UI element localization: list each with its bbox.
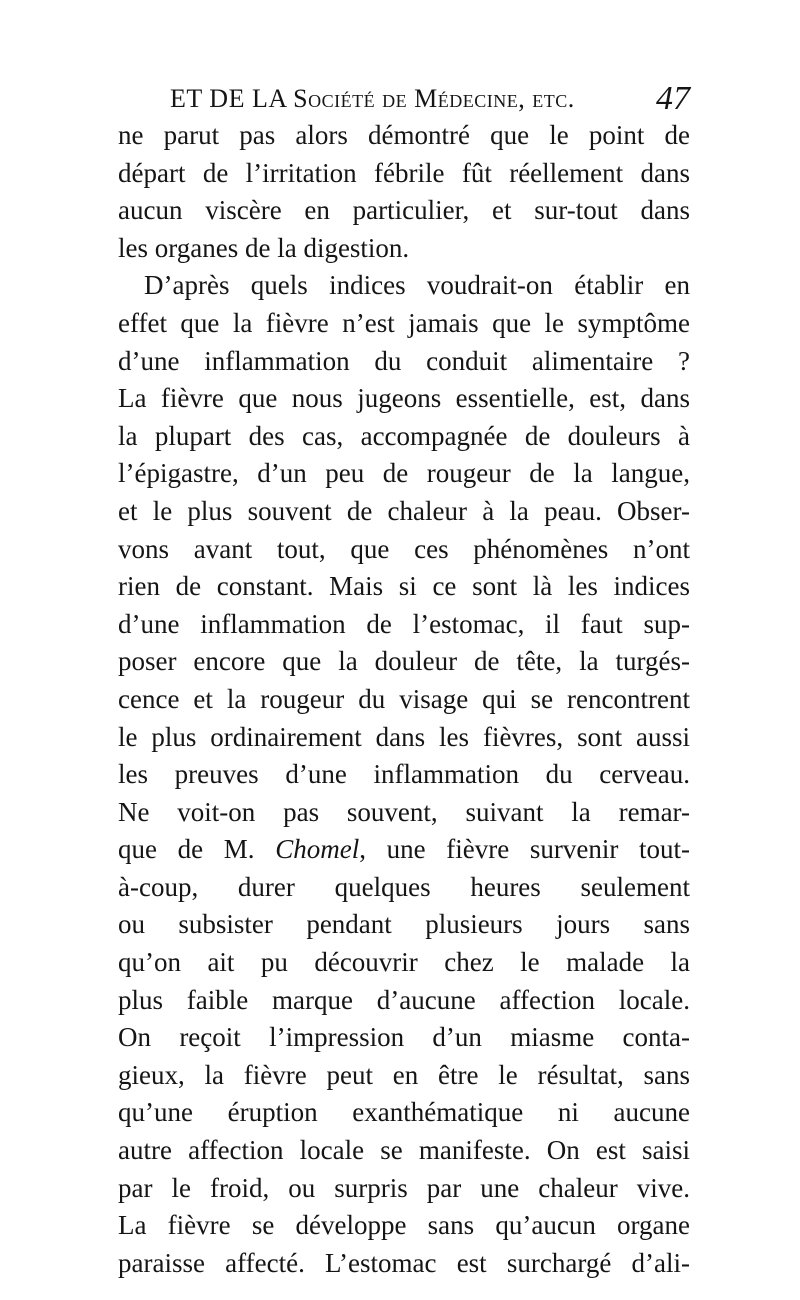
text-line — [118, 1245, 690, 1283]
text-line-content: rien de constant. Mais si ce sont là les indices — [118, 571, 690, 602]
italic-name: Chomel — [275, 834, 360, 865]
body-text — [118, 117, 690, 1282]
text-line — [118, 380, 690, 418]
text-line — [118, 1094, 690, 1132]
text-line-content: départ de l’irritation fébrile fût réellement dans — [118, 157, 690, 188]
text-line — [118, 455, 690, 493]
text-line — [118, 343, 690, 381]
text-line-content: ou subsister pendant plusieurs jours sans — [118, 909, 690, 940]
text-line-content: et le plus souvent de chaleur à la peau. Obser- — [118, 495, 690, 526]
text-line-content: autre affection locale se manifeste. On est saisi — [118, 1135, 690, 1166]
text-line — [118, 794, 690, 832]
text-line-continuation: , une fièvre survenir tout- — [359, 834, 690, 865]
text-line-content: Ne voit-on pas souvent, suivant la remar- — [118, 796, 690, 827]
text-line-content: cence et la rougeur du visage qui se rencontrent — [118, 683, 690, 714]
text-line-content: par le froid, ou surpris par une chaleur vive. — [118, 1172, 690, 1203]
text-line-content: vons avant tout, que ces phénomènes n’ont — [118, 533, 690, 564]
text-line — [118, 1057, 690, 1095]
text-line-content: d’une inflammation du conduit alimentaire ? — [118, 345, 690, 376]
text-line-content: poser encore que la douleur de tête, la turgés- — [118, 646, 690, 677]
text-line-content: qu’on ait pu découvrir chez le malade la — [118, 947, 690, 978]
text-line-content: le plus ordinairement dans les fièvres, sont aussi — [118, 721, 690, 752]
text-line — [118, 606, 690, 644]
text-line — [118, 305, 690, 343]
page-number: 47 — [656, 80, 690, 117]
text-line-content: plus faible marque d’aucune affection locale. — [118, 984, 690, 1015]
text-line — [118, 982, 690, 1020]
text-line — [118, 1132, 690, 1170]
text-line-content: La fièvre se développe sans qu’aucun organe — [118, 1210, 690, 1241]
text-line — [118, 1170, 690, 1208]
text-line-content: La fièvre que nous jugeons essentielle, est, dans — [118, 383, 690, 414]
text-line-content: qu’une éruption exanthématique ni aucune — [118, 1097, 690, 1128]
text-line-content: que de M. — [118, 834, 276, 865]
text-line — [118, 493, 690, 531]
text-line — [118, 230, 690, 268]
text-line — [118, 418, 690, 456]
text-line-content: ne parut pas alors démontré que le point de — [118, 120, 690, 150]
text-line — [118, 831, 690, 869]
running-title: ET DE LA Société de Médecine, etc. — [170, 84, 575, 113]
text-line-content: effet que la fièvre n’est jamais que le symptôme — [118, 307, 690, 338]
text-line — [118, 155, 690, 193]
text-line — [118, 531, 690, 569]
text-line-content: l’épigastre, d’un peu de rougeur de la langue, — [118, 458, 690, 489]
text-line-content: la plupart des cas, accompagnée de douleurs à — [118, 420, 690, 451]
text-line — [118, 267, 690, 305]
text-line — [118, 643, 690, 681]
text-line-content: D’après quels indices voudrait-on établir en — [144, 270, 690, 301]
text-line — [118, 1207, 690, 1245]
text-line — [118, 1019, 690, 1057]
text-line — [118, 756, 690, 794]
text-line-content: aucun viscère en particulier, et sur-tout dans — [118, 195, 690, 226]
text-line-content: paraisse affecté. L’estomac est surchargé d’ali- — [118, 1247, 690, 1278]
text-line — [118, 192, 690, 230]
text-line — [118, 719, 690, 757]
text-line-content: On reçoit l’impression d’un miasme conta- — [118, 1022, 690, 1053]
text-line — [118, 568, 690, 606]
text-line-content: gieux, la fièvre peut en être le résultat, sans — [118, 1059, 690, 1090]
text-line-content: les organes de la digestion. — [118, 232, 410, 263]
text-line-content: les preuves d’une inflammation du cerveau. — [118, 759, 690, 790]
text-line — [118, 944, 690, 982]
text-line-content: d’une inflammation de l’estomac, il faut sup- — [118, 608, 690, 639]
text-line — [118, 681, 690, 719]
text-line — [118, 906, 690, 944]
text-line — [118, 117, 690, 155]
text-line-content: à-coup, durer quelques heures seulement — [118, 871, 690, 902]
text-line — [118, 869, 690, 907]
